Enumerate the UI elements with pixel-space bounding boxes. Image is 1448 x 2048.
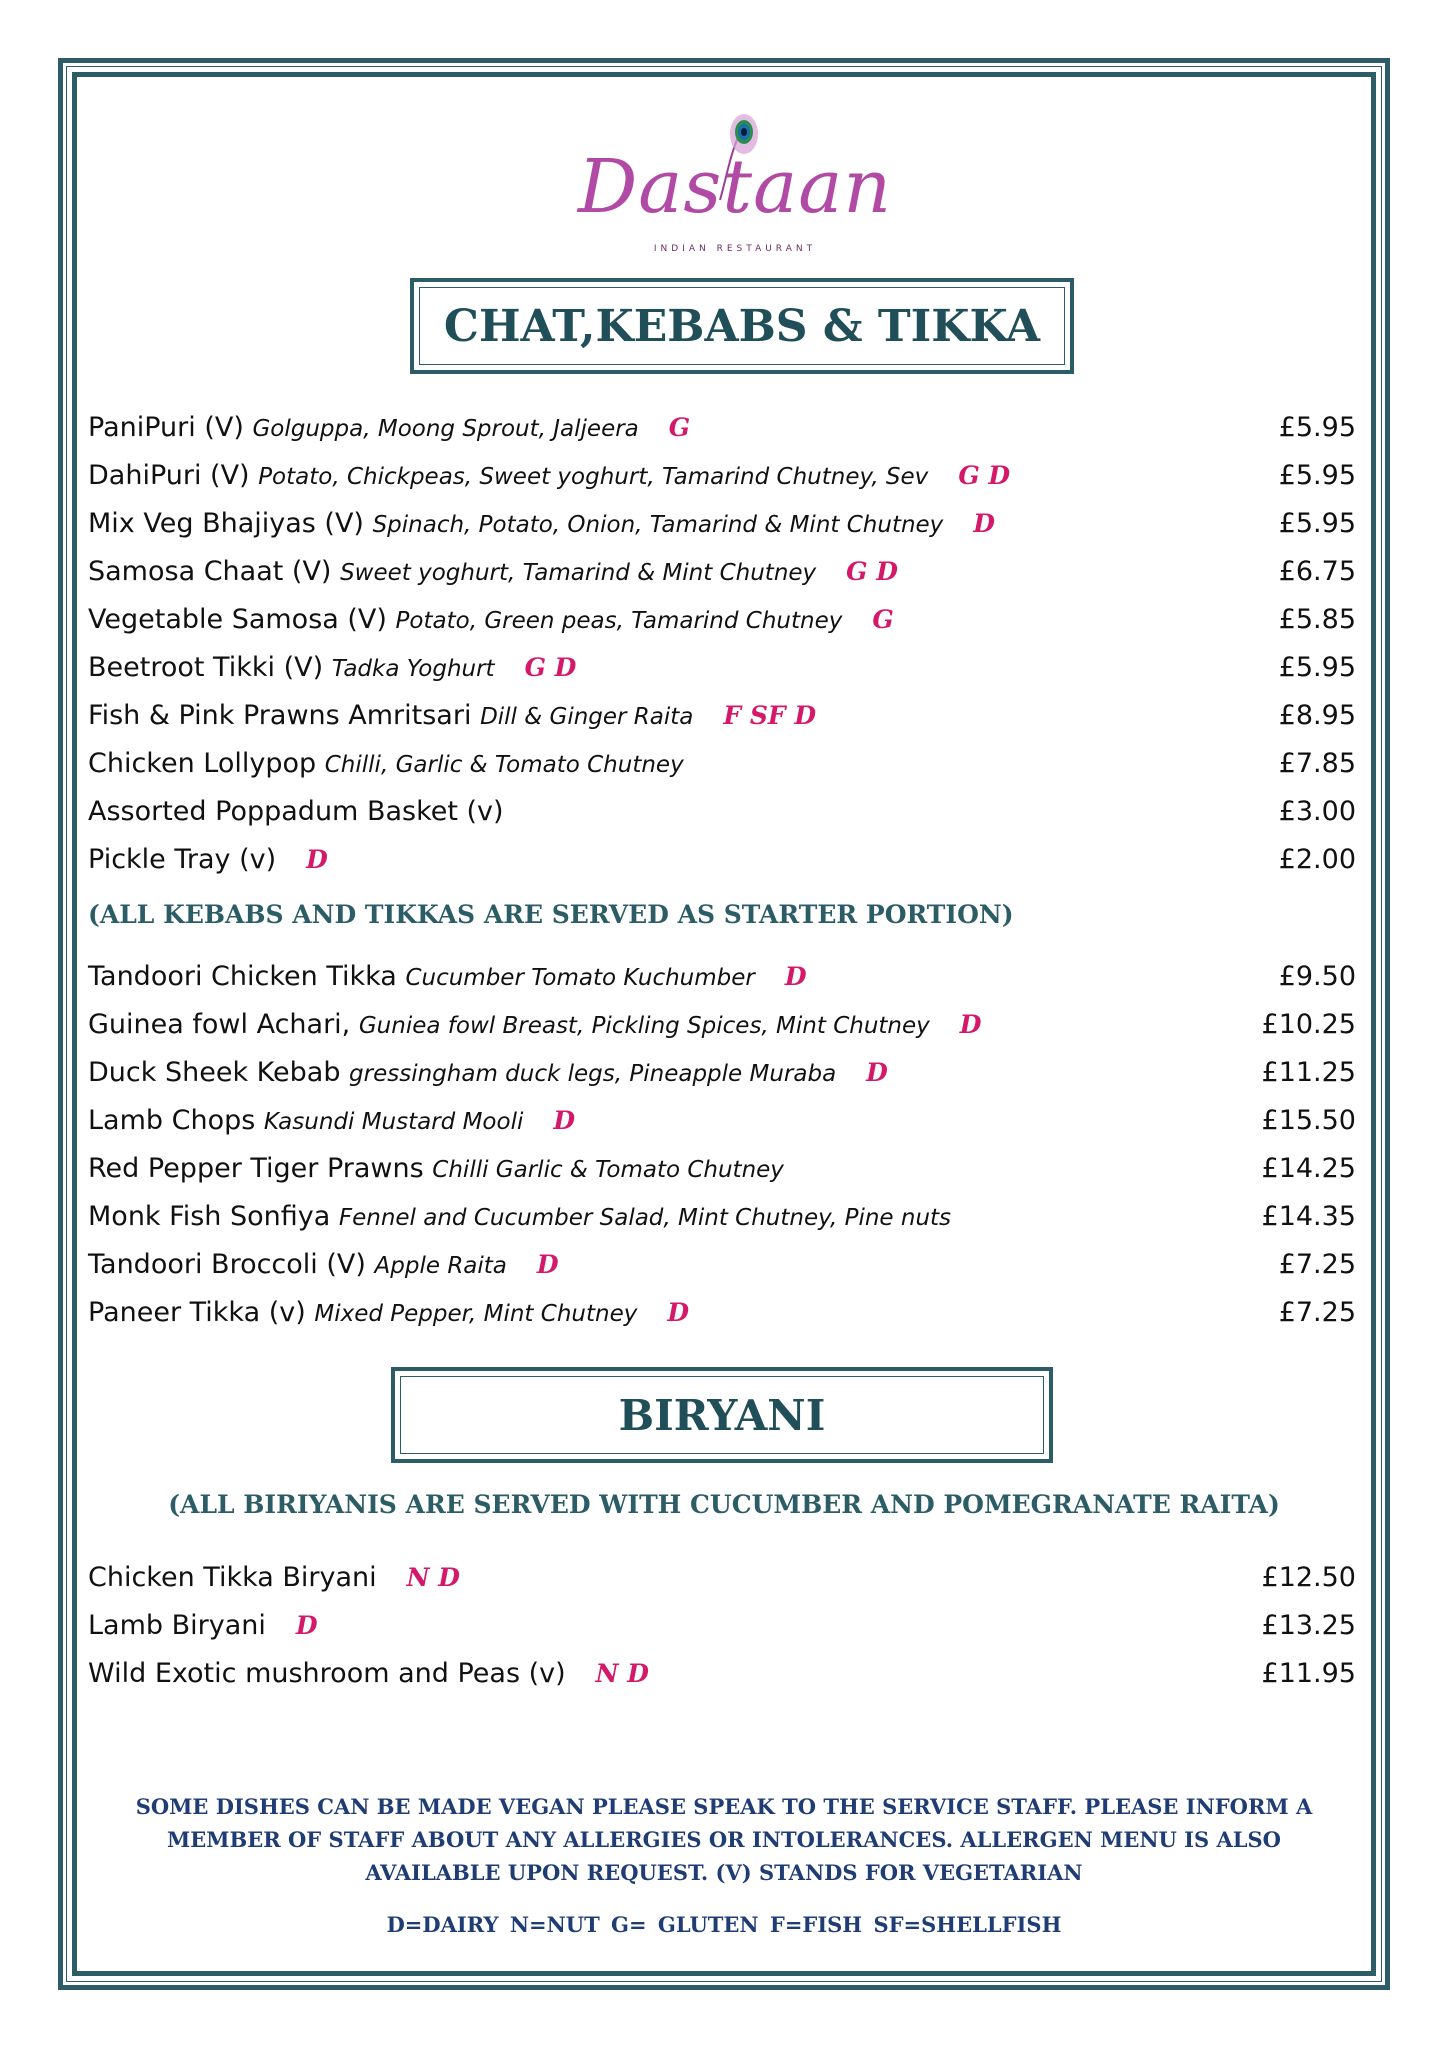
menu-item-description: Potato, Chickpeas, Sweet yoghurt, Tamarind Chutney, Sev	[258, 464, 929, 490]
menu-item-line	[88, 1658, 649, 1689]
menu-item	[88, 1101, 1356, 1145]
menu-item-allergens: D	[295, 1611, 318, 1640]
menu-item-description: Sweet yoghurt, Tamarind & Mint Chutney	[340, 560, 817, 586]
menu-item	[88, 600, 1356, 644]
menu-item-allergens: G	[668, 413, 691, 442]
menu-item-price: £10.25	[1261, 1009, 1356, 1040]
menu-item-description: gressingham duck legs, Pineapple Muraba	[349, 1061, 837, 1087]
menu-item-description: Potato, Green peas, Tamarind Chutney	[395, 608, 843, 634]
menu-item-description: Chilli, Garlic & Tomato Chutney	[324, 752, 684, 778]
menu-item-price: £8.95	[1278, 700, 1356, 731]
menu-item-allergens: F SF D	[723, 701, 817, 730]
menu-item-price: £5.95	[1278, 412, 1356, 443]
menu-item	[88, 1197, 1356, 1241]
menu-item-line	[88, 1201, 951, 1232]
menu-item-price: £5.95	[1278, 508, 1356, 539]
menu-item-description: Guniea fowl Breast, Pickling Spices, Mint Chutney	[358, 1013, 930, 1039]
menu-item-name: Tandoori Broccoli (V)	[88, 1249, 366, 1280]
menu-item-name: Tandoori Chicken Tikka	[88, 961, 397, 992]
section-header-biryani	[391, 1367, 1053, 1463]
menu-item	[88, 504, 1356, 548]
menu-item-line	[88, 961, 807, 992]
menu-item-description: Apple Raita	[374, 1253, 507, 1279]
menu-item-line	[88, 700, 816, 731]
menu-item-name: Mix Veg Bhajiyas (V)	[88, 508, 364, 539]
menu-item-allergens: G D	[524, 653, 577, 682]
menu-item-line	[88, 412, 690, 443]
allergen-legend: D=DAIRY N=NUT G= GLUTEN F=FISH SF=SHELLFISH	[386, 1912, 1062, 1937]
menu-item-description: Mixed Pepper, Mint Chutney	[314, 1301, 638, 1327]
menu-item-allergens: D	[536, 1250, 559, 1279]
menu-item-price: £11.95	[1261, 1658, 1356, 1689]
menu-item-name: Assorted Poppadum Basket (v)	[88, 796, 504, 827]
menu-item-line	[88, 1153, 784, 1184]
menu-item-name: Vegetable Samosa (V)	[88, 604, 387, 635]
menu-item-line	[88, 1610, 318, 1641]
menu-item	[88, 1606, 1356, 1650]
menu-item	[88, 1053, 1356, 1097]
menu-item-price: £13.25	[1261, 1610, 1356, 1641]
menu-item-price: £7.25	[1278, 1249, 1356, 1280]
menu-item-price: £5.95	[1278, 460, 1356, 491]
menu-item-price: £14.35	[1261, 1201, 1356, 1232]
menu-item-description: Fennel and Cucumber Salad, Mint Chutney, Pine nuts	[338, 1205, 952, 1231]
allergy-footer	[110, 1790, 1338, 1889]
menu-item-description: Cucumber Tomato Kuchumber	[405, 965, 755, 991]
menu-item-price: £15.50	[1261, 1105, 1356, 1136]
menu-item-price: £3.00	[1278, 796, 1356, 827]
menu-item-name: Wild Exotic mushroom and Peas (v)	[88, 1658, 566, 1689]
menu-item-description: Spinach, Potato, Onion, Tamarind & Mint Chutney	[372, 512, 944, 538]
menu-item-line	[88, 796, 504, 827]
menu-item	[88, 1005, 1356, 1049]
menu-item-allergens: G D	[958, 461, 1011, 490]
menu-item	[88, 1558, 1356, 1602]
menu-item-line	[88, 652, 576, 683]
menu-item	[88, 1245, 1356, 1289]
menu-item-line	[88, 1105, 575, 1136]
footer-line: AVAILABLE UPON REQUEST. (V) STANDS FOR VEGETARIAN	[365, 1860, 1083, 1885]
menu-item-name: PaniPuri (V)	[88, 412, 244, 443]
menu-item-name: Chicken Tikka Biryani	[88, 1562, 377, 1593]
menu-item-price: £2.00	[1278, 844, 1356, 875]
section-header-starters	[410, 278, 1074, 374]
menu-item-price: £5.85	[1278, 604, 1356, 635]
menu-item-description: Golguppa, Moong Sprout, Jaljeera	[252, 416, 639, 442]
menu-item-name: Lamb Biryani	[88, 1610, 266, 1641]
menu-item-name: Lamb Chops	[88, 1105, 256, 1136]
menu-item-description: Chilli Garlic & Tomato Chutney	[432, 1157, 784, 1183]
restaurant-tagline: INDIAN RESTAURANT	[653, 244, 817, 254]
menu-item-price: £7.25	[1278, 1297, 1356, 1328]
footer-line: MEMBER OF STAFF ABOUT ANY ALLERGIES OR INTOLERANCES. ALLERGEN MENU IS ALSO	[167, 1827, 1281, 1852]
menu-item	[88, 456, 1356, 500]
menu-item	[88, 1293, 1356, 1337]
menu-item-line	[88, 604, 894, 635]
menu-item	[88, 696, 1356, 740]
menu-item-name: DahiPuri (V)	[88, 460, 250, 491]
menu-item	[88, 1654, 1356, 1698]
menu-item-name: Samosa Chaat (V)	[88, 556, 332, 587]
menu-item-description: Tadka Yoghurt	[331, 656, 495, 682]
menu-item-allergens: G D	[846, 557, 898, 586]
menu-item-description: Kasundi Mustard Mooli	[263, 1109, 524, 1135]
menu-item-line	[88, 844, 328, 875]
menu-item-name: Duck Sheek Kebab	[88, 1057, 341, 1088]
menu-item-line	[88, 1249, 559, 1280]
menu-item-name: Red Pepper Tiger Prawns	[88, 1153, 424, 1184]
menu-item-line	[88, 556, 898, 587]
menu-item-price: £5.95	[1278, 652, 1356, 683]
menu-item-allergens: D	[866, 1058, 888, 1087]
menu-item-name: Beetroot Tikki (V)	[88, 652, 324, 683]
menu-item	[88, 408, 1356, 452]
menu-item	[88, 744, 1356, 788]
menu-item-line	[88, 1009, 981, 1040]
menu-item-line	[88, 460, 1010, 491]
kebab-note: (ALL KEBABS AND TIKKAS ARE SERVED AS STARTER PORTION)	[88, 900, 1014, 929]
menu-item-allergens: N D	[595, 1659, 649, 1688]
menu-item	[88, 792, 1356, 836]
section-title-biryani: BIRYANI	[400, 1376, 1044, 1454]
menu-item-line	[88, 748, 684, 779]
menu-item-price: £7.85	[1278, 748, 1356, 779]
biryani-note: (ALL BIRIYANIS ARE SERVED WITH CUCUMBER AND POMEGRANATE RAITA)	[168, 1490, 1280, 1519]
menu-item-allergens: D	[667, 1298, 690, 1327]
menu-item-allergens: D	[553, 1106, 576, 1135]
menu-item-price: £9.50	[1278, 961, 1356, 992]
menu-item-line	[88, 1297, 689, 1328]
menu-item-name: Paneer Tikka (v)	[88, 1297, 306, 1328]
restaurant-logo	[570, 112, 900, 262]
menu-item-line	[88, 1057, 888, 1088]
menu-item-name: Guinea fowl Achari,	[88, 1009, 351, 1040]
menu-item-allergens: N D	[406, 1563, 460, 1592]
menu-item-name: Chicken Lollypop	[88, 748, 317, 779]
menu-item-allergens: D	[959, 1010, 982, 1039]
menu-item-line	[88, 1562, 460, 1593]
section-title-starters: CHAT,KEBABS & TIKKA	[419, 287, 1065, 365]
menu-item-description: Dill & Ginger Raita	[480, 704, 694, 730]
menu-item-allergens: D	[306, 845, 328, 874]
menu-item	[88, 957, 1356, 1001]
menu-item-allergens: D	[973, 509, 995, 538]
footer-line: SOME DISHES CAN BE MADE VEGAN PLEASE SPEAK TO THE SERVICE STAFF. PLEASE INFORM A	[135, 1794, 1313, 1819]
menu-item-name: Pickle Tray (v)	[88, 844, 277, 875]
menu-item-price: £14.25	[1261, 1153, 1356, 1184]
menu-item-price: £6.75	[1278, 556, 1356, 587]
restaurant-name: Dastaan	[577, 144, 893, 230]
menu-item-line	[88, 508, 995, 539]
menu-item	[88, 552, 1356, 596]
menu-item	[88, 1149, 1356, 1193]
menu-item-name: Fish & Pink Prawns Amritsari	[88, 700, 472, 731]
menu-item-name: Monk Fish Sonfiya	[88, 1201, 331, 1232]
menu-item-allergens: D	[784, 962, 807, 991]
menu-item-price: £11.25	[1261, 1057, 1356, 1088]
menu-item	[88, 840, 1356, 884]
menu-item	[88, 648, 1356, 692]
menu-item-price: £12.50	[1261, 1562, 1356, 1593]
menu-item-allergens: G	[872, 605, 894, 634]
